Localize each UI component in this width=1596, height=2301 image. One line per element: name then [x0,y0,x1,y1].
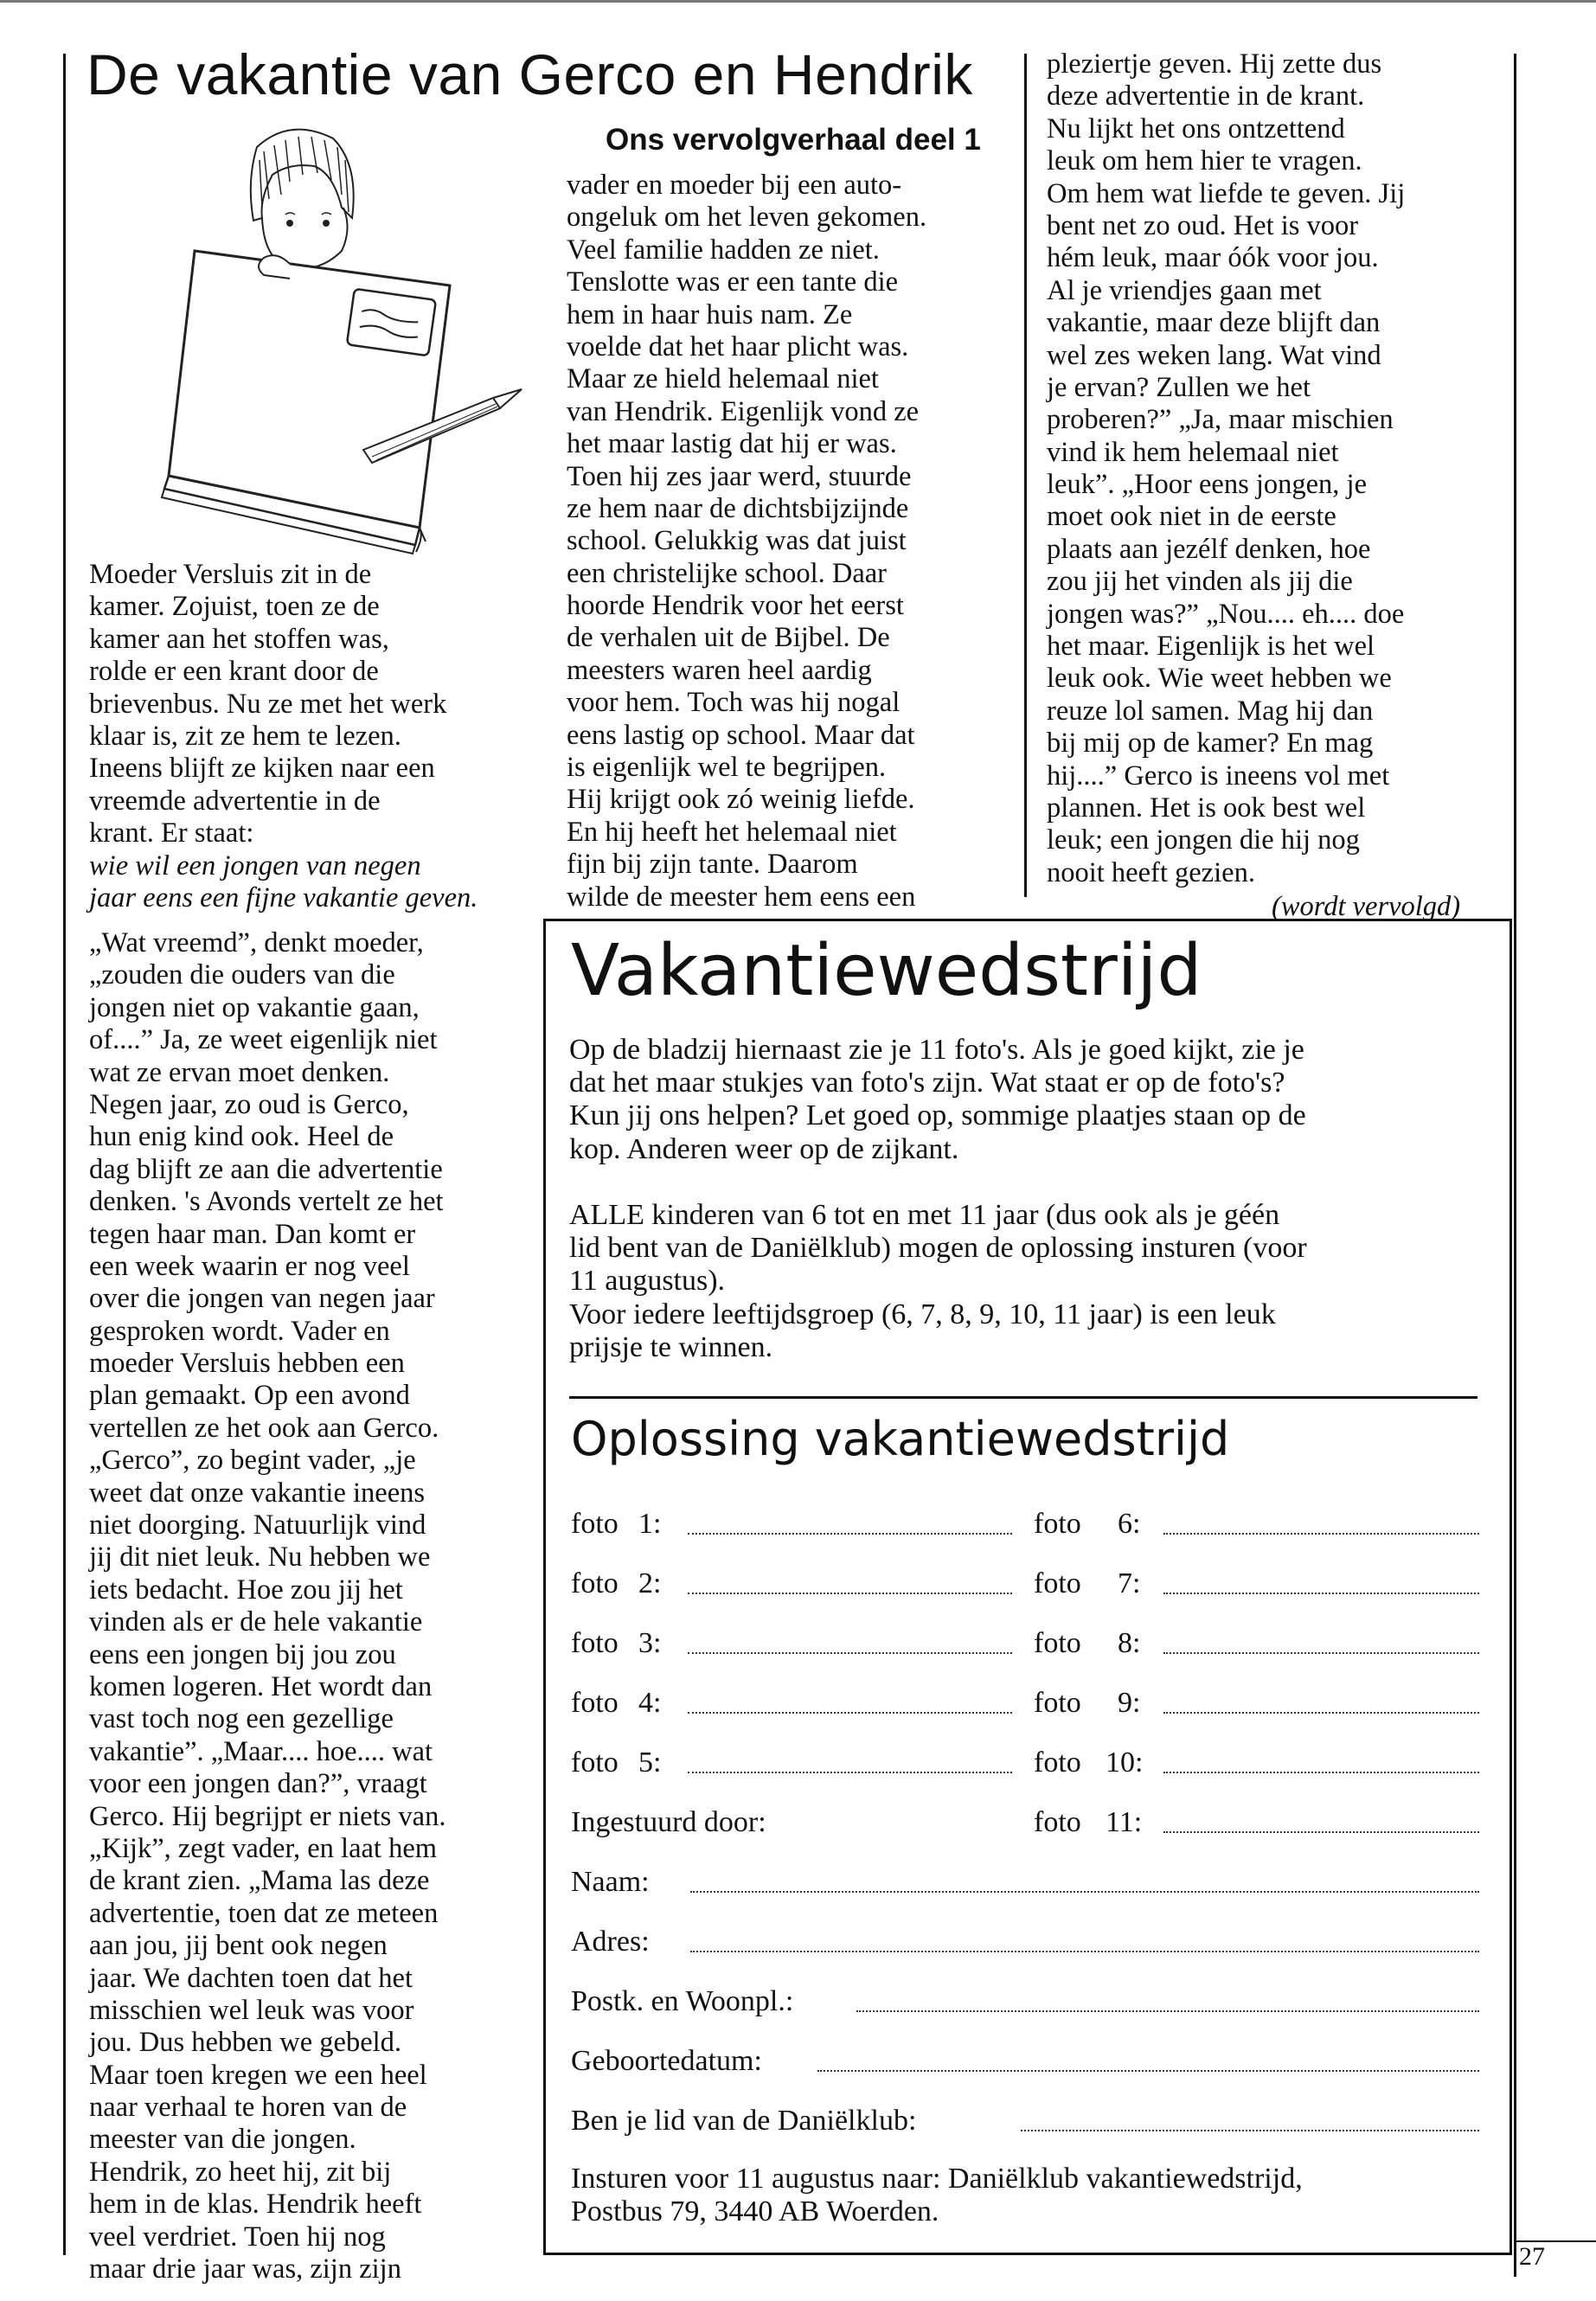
photo-number: 10: [1106,1747,1144,1779]
text-line: een week waarin er nog veel [89,1250,410,1282]
right-border [1514,54,1516,2277]
text-line: eens lastig op school. Maar dat [567,719,915,751]
postcode-label: Postk. en Woonpl.: [571,1985,794,2017]
page-title: De vakantie van Gerco en Hendrik [87,42,973,106]
text-line: wilde de meester hem eens een [567,881,916,913]
text-line: over die jongen van negen jaar [89,1283,435,1315]
photo-label: foto [1034,1567,1081,1599]
photo-number: 7: [1118,1567,1141,1599]
photo-label: foto [1034,1806,1081,1838]
text-line: hem in haar huis nam. Ze [567,298,853,330]
text-line: nooit heeft gezien. [1047,856,1255,888]
photo-label: foto [571,1567,619,1599]
text-line: zou jij het vinden als jij die [1047,566,1353,598]
text-line: Tenslotte was er een tante die [567,266,899,298]
photo-label: foto [1034,1747,1081,1779]
text-line: hoorde Hendrik voor het eerst [567,590,904,622]
text-line: leuk”. „Hoor eens jongen, je [1047,469,1368,501]
photo-10-answer-line[interactable] [1163,1772,1479,1773]
text-line: voor hem. Toch was hij nogal [567,687,901,719]
text-line: niet doorging. Natuurlijk vind [89,1509,426,1541]
text-line: Maar toen kregen we een heel [89,2059,427,2091]
photo-2-answer-line[interactable] [688,1593,1012,1594]
text-line: jongen niet op vakantie gaan, [89,991,420,1023]
photo-label: foto [571,1508,619,1540]
text-line: leuk om hem hier te vragen. [1047,145,1362,177]
name-field[interactable] [690,1891,1479,1893]
text-line: vakantie, maar deze blijft dan [1047,307,1381,339]
text-line: 11 augustus). [569,1265,726,1298]
text-line: pleziertje geven. Hij zette dus [1047,48,1382,80]
text-line: kop. Anderen weer op de zijkant. [569,1132,959,1165]
text-line: dag blijft ze aan die advertentie [89,1153,443,1185]
to-be-continued: (wordt vervolgd) [1272,891,1461,922]
photo-number: 11: [1106,1806,1143,1838]
text-line: tegen haar man. Dan komt er [89,1218,416,1250]
page-number: 27 [1519,2242,1545,2271]
member-field[interactable] [1021,2130,1479,2131]
text-line: „zouden die ouders van die [89,959,395,991]
text-line: „Wat vreemd”, denkt moeder, [89,927,424,958]
postcode-field[interactable] [856,2010,1479,2012]
text-line: Hij krijgt ook zó weinig liefde. [567,784,915,816]
photo-6-answer-line[interactable] [1163,1533,1479,1535]
text-line: Moeder Versluis zit in de [89,559,372,590]
text-line: Maar ze hield helemaal niet [567,363,879,395]
text-line: rolde er een krant door de [89,656,379,688]
solution-title: Oplossing vakantiewedstrijd [571,1412,1230,1466]
text-line: proberen?” „Ja, maar mischien [1047,404,1394,436]
text-line: plannen. Het is ook best wel [1047,792,1366,824]
text-line: Ineens blijft ze kijken naar een [89,753,435,785]
text-line: naar verhaal te horen van de [89,2092,407,2124]
text-line: fijn bij zijn tante. Daarom [567,849,858,881]
text-line: de krant zien. „Mama las deze [89,1865,430,1897]
photo-11-answer-line[interactable] [1163,1831,1479,1833]
photo-number: 5: [638,1747,662,1779]
column-2-story [567,170,926,913]
contest-intro [569,1034,1306,1166]
text-line: wat ze ervan moet denken. [89,1056,390,1088]
send-instructions [571,2163,1303,2228]
text-line: reuze lol samen. Mag hij dan [1047,695,1374,727]
text-line: jou. Dus hebben we gebeld. [89,2027,402,2059]
text-line: Negen jaar, zo oud is Gerco, [89,1088,409,1120]
photo-label: foto [571,1687,619,1719]
text-line: jaar. We dachten toen dat het [89,1962,413,1994]
text-line: is eigenlijk wel te begrijpen. [567,752,887,784]
photo-label: foto [571,1627,619,1659]
address-field[interactable] [690,1951,1479,1952]
name-label: Naam: [571,1866,650,1898]
photo-number: 1: [638,1508,662,1540]
text-line: Postbus 79, 3440 AB Woerden. [571,2195,939,2228]
text-line: misschien wel leuk was voor [89,1994,414,2026]
text-line: ongeluk om het leven gekomen. [567,202,927,234]
text-line: Al je vriendjes gaan met [1047,274,1322,306]
text-line: hun enig kind ook. Heel de [89,1121,394,1153]
text-line: bij mij op de kamer? En mag [1047,727,1374,760]
column-divider-1 [1024,54,1027,897]
left-border [63,54,66,2255]
text-line: kamer aan het stoffen was, [89,623,389,655]
text-line: leuk ook. Wie weet hebben we [1047,663,1392,695]
quote-line: wie wil een jongen van negen [89,849,421,881]
text-line: voor een jongen dan?”, vraagt [89,1768,427,1800]
text-line: brievenbus. Nu ze met het werk [89,688,447,720]
text-line: jongen was?” „Nou.... eh.... doe [1047,598,1405,630]
address-label: Adres: [571,1926,650,1958]
text-line: bent net zo oud. Het is voor [1047,209,1359,241]
text-line: aan jou, jij bent ook negen [89,1930,388,1962]
photo-label: foto [1034,1687,1081,1719]
text-line: Op de bladzij hiernaast zie je 11 foto's. Als je goed kijkt, zie je [569,1034,1304,1066]
text-line: maar drie jaar was, zijn zijn [89,2253,401,2285]
text-line: een christelijke school. Daar [567,557,887,589]
text-line: komen logeren. Het wordt dan [89,1670,433,1702]
photo-number: 9: [1118,1687,1141,1719]
photo-5-answer-line[interactable] [688,1772,1012,1773]
text-line: het maar lastig dat hij er was. [567,428,897,460]
text-line: of....” Ja, ze weet eigenlijk niet [89,1024,438,1056]
sent-by-label: Ingestuurd door: [571,1806,766,1838]
photo-number: 4: [638,1687,662,1719]
photo-7-answer-line[interactable] [1163,1593,1479,1594]
text-line: „Kijk”, zegt vader, en laat hem [89,1832,438,1864]
text-line: vreemde advertentie in de [89,785,381,817]
photo-1-answer-line[interactable] [688,1533,1012,1535]
top-rule [0,0,1596,3]
text-line: iets bedacht. Hoe zou jij het [89,1574,403,1606]
column-1-story [89,927,445,2285]
photo-4-answer-line[interactable] [688,1712,1012,1714]
quote-line: jaar eens een fijne vakantie geven. [89,881,478,913]
column-1-intro [89,559,478,914]
text-line: Nu lijkt het ons ontzettend [1047,112,1345,144]
text-line: kamer. Zojuist, toen ze de [89,591,380,623]
text-line: „Gerco”, zo begint vader, „je [89,1445,416,1477]
text-line: krant. Er staat: [89,817,254,849]
text-line: meesters waren heel aardig [567,654,872,686]
text-line: voelde dat het haar plicht was. [567,330,909,362]
text-line: hém leuk, maar óók voor jou. [1047,242,1379,274]
text-line: Gerco. Hij begrijpt er niets van. [89,1800,446,1832]
text-line: Om hem wat liefde te geven. Jij [1047,177,1406,209]
text-line: de verhalen uit de Bijbel. De [567,622,890,654]
text-line: school. Gelukkig was dat juist [567,525,907,557]
text-line: prijsje te winnen. [569,1330,773,1363]
text-line: jij dit niet leuk. Nu hebben we [89,1541,431,1574]
text-line: je ervan? Zullen we het [1047,371,1311,403]
text-line: Voor iedere leeftijdsgroep (6, 7, 8, 9, 10, 11 jaar) is een leuk [569,1298,1276,1330]
photo-8-answer-line[interactable] [1163,1652,1479,1654]
text-line: plaats aan jezélf denken, hoe [1047,533,1371,565]
photo-3-answer-line[interactable] [688,1652,1012,1654]
birthdate-field[interactable] [817,2070,1479,2072]
text-line: advertentie, toen dat ze meteen [89,1897,439,1929]
text-line: deze advertentie in de krant. [1047,80,1365,112]
text-line: veel verdriet. Toen hij nog [89,2221,386,2253]
contest-rules [569,1199,1307,1364]
contest-title: Vakantiewedstrijd [571,930,1202,1012]
text-line: Veel familie hadden ze niet. [567,234,880,266]
member-label: Ben je lid van de Daniëlklub: [571,2105,917,2137]
text-line: Toen hij zes jaar werd, stuurde [567,460,912,492]
section-divider [569,1396,1477,1399]
text-line: eens een jongen bij jou zou [89,1638,396,1670]
boy-with-book-illustration [160,121,532,558]
text-line: weet dat onze vakantie ineens [89,1477,426,1509]
text-line: dat het maar stukjes van foto's zijn. Wat staat er op de foto's? [569,1067,1285,1099]
photo-number: 3: [638,1627,662,1659]
text-line: hem in de klas. Hendrik heeft [89,2189,422,2221]
text-line: ze hem naar de dichtsbijzijnde [567,492,909,524]
text-line: vast toch nog een gezellige [89,1703,394,1735]
text-line: Hendrik, zo heet hij, zit bij [89,2156,392,2188]
text-line: vader en moeder bij een auto- [567,170,902,201]
text-line: wel zes weken lang. Wat vind [1047,339,1381,371]
text-line: gesproken wordt. Vader en [89,1315,390,1347]
text-line: meester van die jongen. [89,2124,356,2156]
text-line: Kun jij ons helpen? Let goed op, sommige plaatjes staan op de [569,1099,1306,1132]
text-line: vertellen ze het ook aan Gerco. [89,1412,439,1444]
photo-9-answer-line[interactable] [1163,1712,1479,1714]
text-line: leuk; een jongen die hij nog [1047,824,1360,856]
birthdate-label: Geboortedatum: [571,2045,762,2077]
text-line: het maar. Eigenlijk is het wel [1047,631,1375,663]
text-line: vakantie”. „Maar.... hoe.... wat [89,1735,433,1767]
text-line: En hij heeft het helemaal niet [567,816,897,848]
photo-number: 8: [1118,1627,1141,1659]
text-line: vinden als er de hele vakantie [89,1606,423,1638]
text-line: hij....” Gerco is ineens vol met [1047,760,1390,792]
photo-label: foto [571,1747,619,1779]
text-line: moet ook niet in de eerste [1047,501,1336,533]
photo-label: foto [1034,1627,1081,1659]
photo-number: 6: [1118,1508,1141,1540]
column-3-story [1047,48,1405,889]
text-line: denken. 's Avonds vertelt ze het [89,1186,444,1218]
text-line: lid bent van de Daniëlklub) mogen de oplossing insturen (voor [569,1232,1307,1265]
text-line: van Hendrik. Eigenlijk vond ze [567,395,920,427]
photo-label: foto [1034,1508,1081,1540]
text-line: moeder Versluis hebben een [89,1348,405,1380]
text-line: klaar is, zit ze hem te lezen. [89,720,401,752]
text-line: vind ik hem helemaal niet [1047,436,1339,468]
text-line: ALLE kinderen van 6 tot en met 11 jaar (dus ook als je géén [569,1199,1280,1231]
text-line: Insturen voor 11 augustus naar: Daniëlklub vakantiewedstrijd, [571,2163,1303,2195]
text-line: plan gemaakt. Op een avond [89,1380,410,1412]
photo-number: 2: [638,1567,662,1599]
page-subtitle: Ons vervolgverhaal deel 1 [606,123,981,157]
